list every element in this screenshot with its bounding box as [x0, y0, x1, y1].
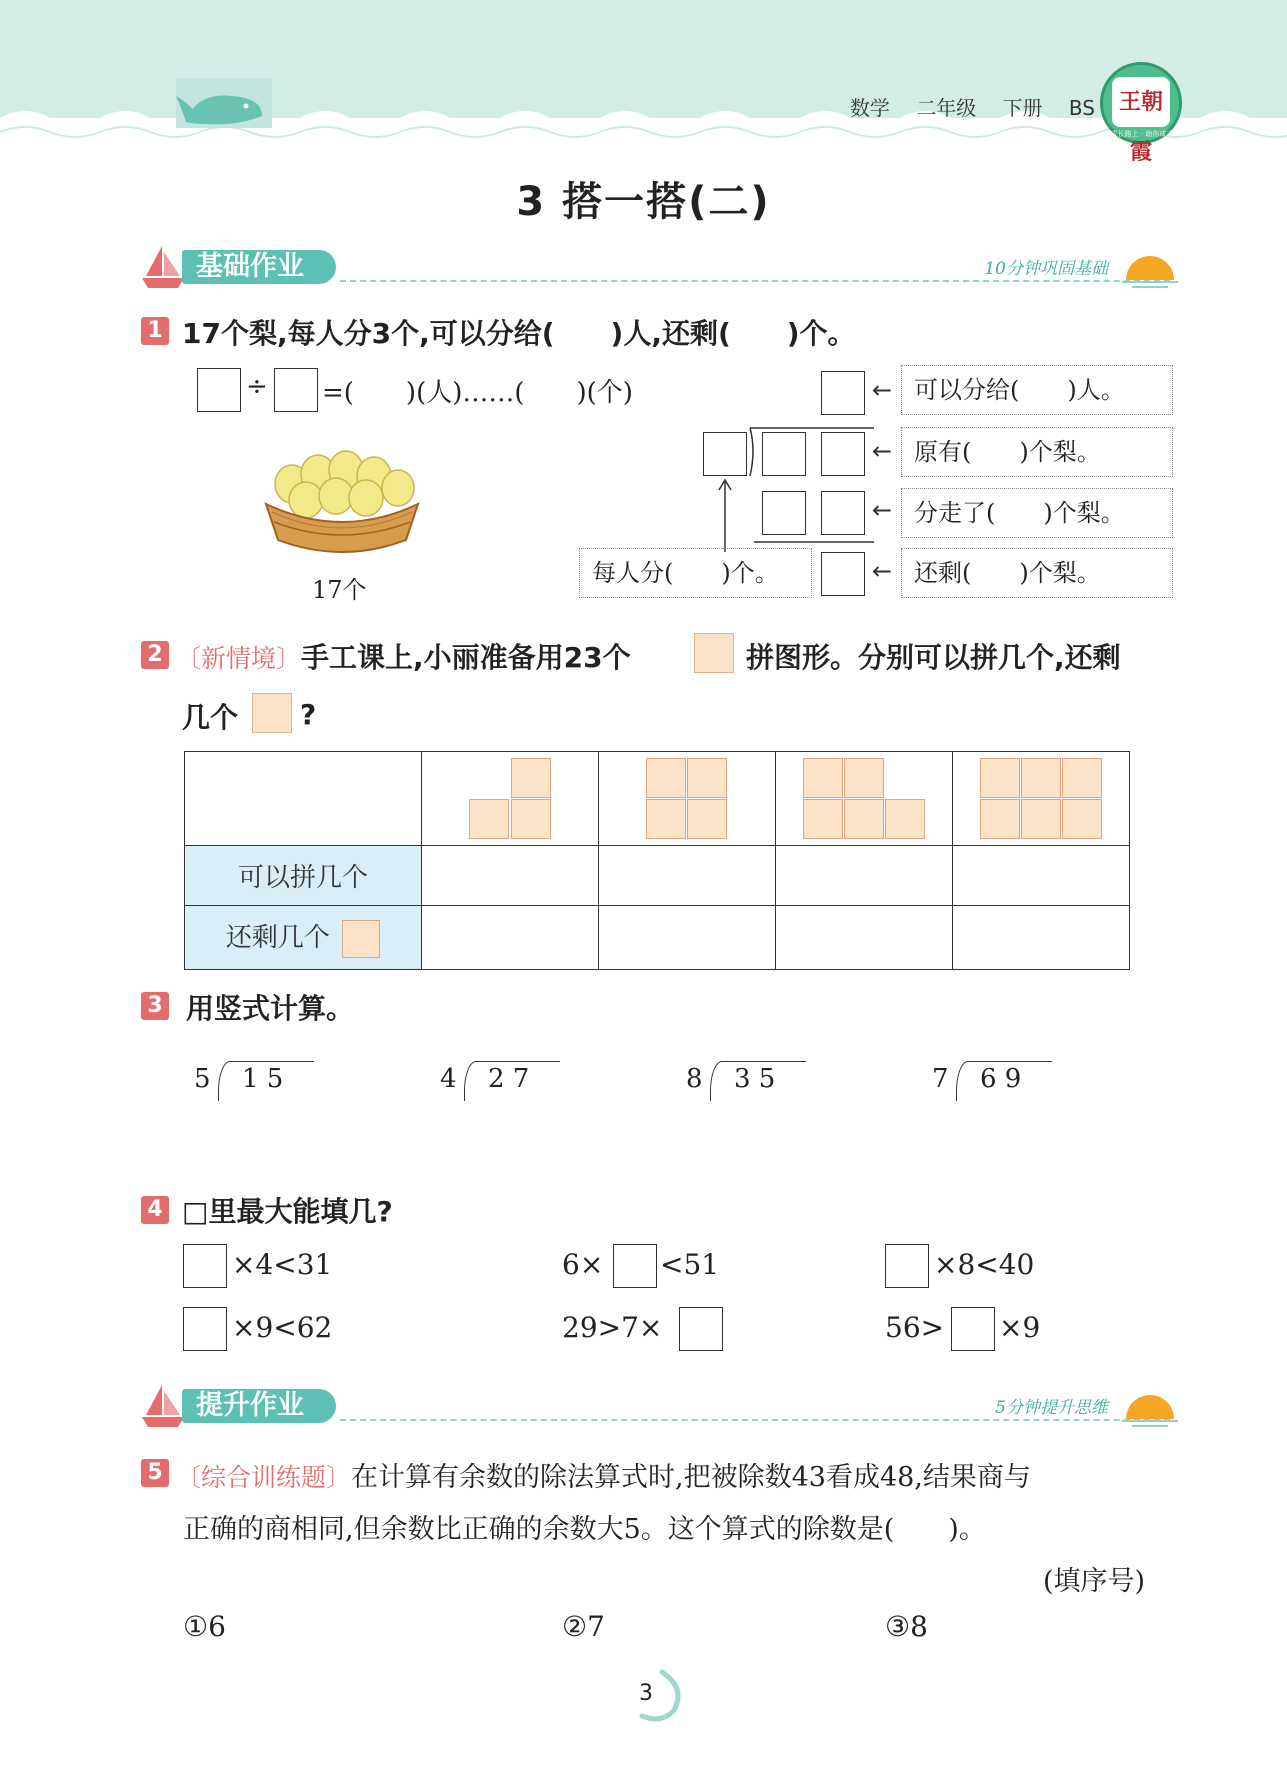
- row-label-can-make: 可以拼几个: [185, 846, 422, 906]
- long-division-problem[interactable]: [686, 1064, 816, 1104]
- q5-tag: 〔综合训练题〕: [176, 1463, 352, 1492]
- q4-expression: ×4<31: [232, 1248, 333, 1281]
- divisor: 4: [440, 1064, 457, 1094]
- q1-divisor-box[interactable]: [274, 368, 318, 412]
- q1-division-sign: ÷: [246, 372, 268, 402]
- arrow-icon: ←: [872, 437, 893, 465]
- table-row: [185, 906, 1130, 970]
- row-label-remaining-text: 还剩几个: [225, 923, 330, 954]
- table-header-cell: [776, 752, 953, 846]
- whale-icon: [176, 78, 272, 128]
- answer-cell[interactable]: [422, 906, 599, 970]
- section-basic-time-note: 10分钟巩固基础: [984, 259, 1108, 279]
- q4-expression: <51: [660, 1248, 720, 1281]
- dividend: 2 7: [488, 1064, 530, 1094]
- q2-text-line1: [176, 636, 631, 676]
- section-basic-header: [140, 244, 1180, 294]
- section-divider: [340, 280, 1170, 282]
- q4-answer-box[interactable]: [183, 1307, 227, 1351]
- q1-remainder-box[interactable]: [821, 552, 865, 596]
- q4-expression: 56>: [885, 1311, 945, 1344]
- q4-expression: ×9<62: [232, 1311, 333, 1344]
- brand-logo-subtext: 成长路上 · 助你成才: [1110, 130, 1174, 138]
- q1-product-tens-box[interactable]: [762, 491, 806, 535]
- small-square-icon: [252, 693, 292, 733]
- answer-cell[interactable]: [776, 846, 953, 906]
- grade-label: 二年级: [916, 96, 977, 120]
- sailboat-icon: [140, 1383, 186, 1429]
- sunrise-icon: [1120, 1383, 1180, 1429]
- q1-label-divisor: 每人分( )个。: [579, 548, 812, 598]
- q5-option[interactable]: ②7: [562, 1610, 605, 1643]
- q3-text: 用竖式计算。: [186, 992, 355, 1025]
- q4-expression: 6×: [562, 1248, 604, 1281]
- section-basic-title: 基础作业: [182, 250, 336, 284]
- q5-hint: (填序号): [1043, 1566, 1146, 1597]
- sunrise-icon: [1120, 244, 1180, 290]
- table-header-empty-cell: [185, 752, 422, 846]
- q5-text-line2: 正确的商相同,但余数比正确的余数大5。这个算式的除数是( )。: [183, 1514, 986, 1545]
- book-info: [830, 92, 1095, 121]
- arrow-icon: ←: [872, 557, 893, 585]
- q1-label-dividend: 原有( )个梨。: [901, 427, 1173, 477]
- q5-text-line1: [176, 1455, 1031, 1494]
- table-row: [185, 846, 1130, 906]
- q4-answer-box[interactable]: [885, 1244, 929, 1288]
- answer-cell[interactable]: [599, 906, 776, 970]
- q1-label-quotient: 可以分给( )人。: [901, 365, 1173, 415]
- pear-basket-image: [258, 440, 426, 560]
- section-advanced-time-note: 5分钟提升思维: [995, 1398, 1108, 1418]
- q1-quotient-box[interactable]: [821, 371, 865, 415]
- q1-basket-caption: 17个: [312, 576, 367, 604]
- header-wave-banner: [0, 0, 1287, 150]
- table-header-cell: [953, 752, 1130, 846]
- q4-answer-box[interactable]: [679, 1307, 723, 1351]
- row-label-remaining: [185, 906, 422, 970]
- q1-label-product: 分走了( )个梨。: [901, 488, 1173, 538]
- page-number: 3: [639, 1681, 653, 1706]
- q5-option[interactable]: ③8: [885, 1610, 928, 1643]
- q4-text: □里最大能填几?: [182, 1195, 393, 1228]
- table-row: [185, 752, 1130, 846]
- q5-option[interactable]: ①6: [183, 1610, 226, 1643]
- arrow-icon: ←: [872, 376, 893, 404]
- q4-answer-box[interactable]: [951, 1307, 995, 1351]
- question-number: 1: [141, 317, 169, 345]
- shape-3-squares-l: [469, 758, 551, 840]
- dividend: 6 9: [980, 1064, 1022, 1094]
- arrow-icon: ←: [872, 496, 893, 524]
- q1-equation-rest: =( )(人)……( )(个): [322, 378, 633, 408]
- q1-dividend-box[interactable]: [197, 368, 241, 412]
- shape-6-squares: [980, 758, 1103, 840]
- divisor: 8: [686, 1064, 703, 1094]
- answer-cell[interactable]: [599, 846, 776, 906]
- q2-table: [184, 751, 1130, 970]
- q4-expression: ×8<40: [934, 1248, 1035, 1281]
- long-division-problem[interactable]: [440, 1064, 570, 1104]
- q4-answer-box[interactable]: [183, 1244, 227, 1288]
- answer-cell[interactable]: [953, 906, 1130, 970]
- divisor: 7: [932, 1064, 949, 1094]
- brand-logo-text: 王朝霞: [1112, 77, 1170, 127]
- dividend: 1 5: [242, 1064, 284, 1094]
- sailboat-icon: [140, 244, 186, 290]
- small-square-icon: [694, 633, 734, 673]
- q4-answer-box[interactable]: [613, 1244, 657, 1288]
- q2-text-part3: 几个: [182, 701, 239, 734]
- section-advanced-title: 提升作业: [182, 1389, 336, 1423]
- page-title: 3 搭一搭(二): [516, 179, 771, 225]
- long-division-problem[interactable]: [932, 1064, 1062, 1104]
- question-number: 3: [141, 992, 169, 1020]
- page-header: [0, 0, 1287, 165]
- subject-label: 数学: [849, 96, 890, 120]
- section-divider: [340, 1419, 1170, 1421]
- question-number: 2: [141, 641, 169, 669]
- question-number: 4: [141, 1196, 169, 1224]
- q5-line1: 在计算有余数的除法算式时,把被除数43看成48,结果商与: [351, 1462, 1031, 1493]
- q2-text-part4: ?: [300, 698, 317, 731]
- answer-cell[interactable]: [953, 846, 1130, 906]
- answer-cell[interactable]: [776, 906, 953, 970]
- shape-4-squares-square: [646, 758, 728, 840]
- brand-logo: [1100, 62, 1182, 165]
- q2-text-part1: 手工课上,小丽准备用23个: [301, 641, 631, 674]
- q1-dividend-tens-box[interactable]: [762, 432, 806, 476]
- q1-label-remainder: 还剩( )个梨。: [901, 548, 1173, 598]
- table-header-cell: [599, 752, 776, 846]
- small-square-icon: [342, 920, 380, 958]
- q1-product-ones-box[interactable]: [821, 491, 865, 535]
- long-division-problem[interactable]: [194, 1064, 324, 1104]
- table-header-cell: [422, 752, 599, 846]
- q2-text-part2: 拼图形。分别可以拼几个,还剩: [746, 641, 1121, 674]
- edition-label: BS: [1068, 96, 1095, 120]
- q1-text: 17个梨,每人分3个,可以分给( )人,还剩( )个。: [182, 317, 856, 350]
- volume-label: 下册: [1002, 96, 1043, 120]
- divisor: 5: [194, 1064, 211, 1094]
- shape-5-squares: [803, 758, 926, 840]
- dividend: 3 5: [734, 1064, 776, 1094]
- answer-cell[interactable]: [422, 846, 599, 906]
- up-arrow-icon: [716, 476, 734, 552]
- q1-divisor-box-2[interactable]: [703, 432, 747, 476]
- q2-tag: 〔新情境〕: [176, 644, 302, 673]
- section-advanced-header: [140, 1383, 1180, 1433]
- q1-dividend-ones-box[interactable]: [821, 432, 865, 476]
- q4-expression: 29>7×: [562, 1311, 663, 1344]
- question-number: 5: [141, 1459, 169, 1487]
- q4-expression: ×9: [999, 1311, 1041, 1344]
